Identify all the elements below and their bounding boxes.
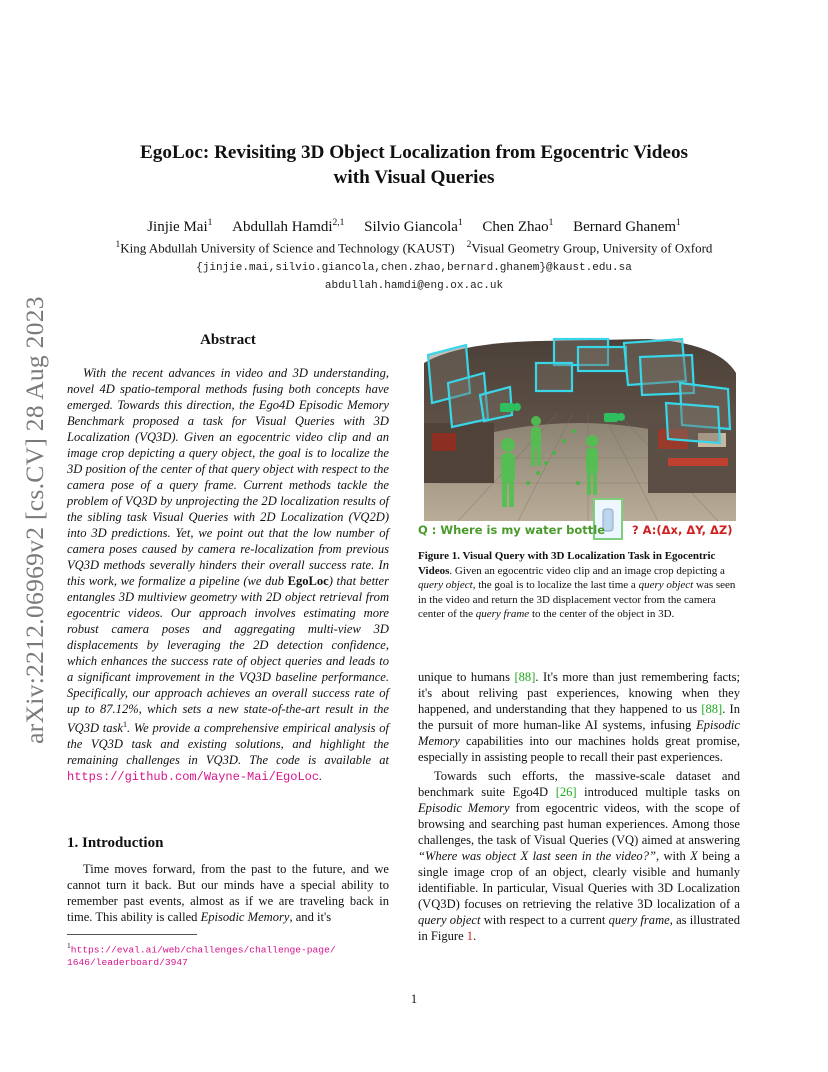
code-link[interactable]: https://github.com/Wayne-Mai/EgoLoc [67, 770, 320, 785]
paragraph: Towards such efforts, the massive-scale dataset and benchmark suite Ego4D [26] introduced multiple tasks on Episodic Memory from egocentric videos, with the scope of browsing and searching past human experiences. Among those challenges, the task of Visual Queries (VQ) aimed at answering “Where was object X last seen in the video?”, with X being a single image crop of an object, clearly visible and humanly identifiable. In particular, Visual Queries with 3D Localization (VQ3D) focuses on retrieving the relative 3D localization of a query object with respect to a current query frame, as illustrated in Figure 1. [418, 769, 741, 943]
answer-label: ? A:(Δx, ΔY, ΔZ) [632, 523, 733, 537]
page-number: 1 [410, 992, 418, 1006]
method-name: EgoLoc [287, 574, 329, 588]
intro-heading: 1. Introduction [67, 835, 164, 851]
author: Jinjie Mai$^1$ [147, 218, 213, 235]
paper-title [60, 140, 768, 190]
arxiv-stamp [10, 280, 60, 760]
author: Silvio Giancola$^1$ [364, 218, 463, 235]
abstract-body: With the recent advances in video and 3D understanding, novel 4D spatio-temporal methods fusing both concepts have emerged. Towards this direction, the Ego4D Episodic Memory Benchmark proposed a task for Visual Queries with 3D Localization (VQ3D). Given an egocentric video clip and an image crop depicting a query object, the goal is to localize the 3D position of the center of that query object with respect to the camera pose of a query frame. Current methods tackle the problem of VQ3D by unprojecting the 2D localization results of the sibling task Visual Queries with 2D Localization (VQ2D) into 3D predictions. Yet, we point out that the low number of camera poses caused by camera re-localization from previous VQ3D methods severally hinders their overall success rate. In this work, we formalize a pipeline (we dub EgoLoc) that better entangles 3D multiview geometry with 2D object retrieval from egocentric videos. Our approach involves estimating more robust camera poses and aggregating multi-view 3D displacements by leveraging the 2D detection confidence, which enhances the success rate of object queries and leads to a significant improvement in the VQ3D baseline performance. Specifically, our approach achieves an overall success rate of up to 87.12%, which sets a new state-of-the-art result in the VQ3D task$^1$. We provide a comprehensive empirical analysis of the VQ3D task and existing solutions, and highlight the remaining challenges in VQ3D. The code is available at https://github.com/Wayne-Mai/EgoLoc. [67, 366, 389, 785]
affiliation-oxford: Visual Geometry Group, University of Oxford [471, 240, 713, 256]
citation-link[interactable]: [88] [701, 702, 723, 716]
footnote-rule [67, 934, 197, 935]
author: Chen Zhao$^1$ [482, 218, 554, 235]
author-list [60, 218, 768, 236]
footnote-mark: 1 [123, 720, 127, 729]
citation-link[interactable]: [88] [514, 670, 536, 684]
figure-ref-link[interactable]: 1 [466, 929, 474, 943]
query-label: Q : Where is my water bottle [418, 523, 606, 537]
figure-caption: Figure 1. Visual Query with 3D Localization Task in Egocentric Videos. Given an egocentric video clip and an image crop depicting a query object, the goal is to localize the last time a query object was seen in the video and return the 3D displacement vector from the camera center of the query frame to the center of the object in 3D. [418, 550, 736, 621]
author: Bernard Ghanem$^1$ [573, 218, 681, 235]
teaser-figure [418, 333, 740, 545]
citation-link[interactable]: [26] [555, 785, 577, 799]
affiliation-kaust: King Abdullah University of Science and Technology (KAUST) [120, 240, 455, 256]
right-column-text [418, 669, 740, 947]
arxiv-stamp-text: arXiv:2212.06969v2 [cs.CV] 28 Aug 2023 [20, 296, 49, 744]
title-line-1: EgoLoc: Revisiting 3D Object Localization from Egocentric Videos [139, 142, 688, 163]
email-line-1: {jinjie.mai,silvio.giancola,chen.zhao,bernard.ghanem}@kaust.edu.sa [196, 262, 632, 274]
leaderboard-link[interactable]: https://eval.ai/web/challenges/challenge-page/ [70, 944, 336, 956]
teaser-figure-illustration [418, 333, 740, 545]
author: Abdullah Hamdi$^{2,1}$ [232, 218, 345, 235]
title-line-2: with Visual Queries [333, 167, 495, 188]
intro-paragraph: Time moves forward, from the past to the future, and we cannot turn it back. But our minds have a special ability to remember past events, almost as if we are traveling back in time. This ability is called Episodic Memory, and it's [67, 862, 389, 924]
email-line-2: abdullah.hamdi@eng.ox.ac.uk [324, 280, 504, 292]
paragraph: unique to humans [88]. It's more than just remembering facts; it's about reliving past experiences, knowing when they happened, and understanding that they happened to us [88]. In the pursuit of more human-like AI systems, infusing Episodic Memory capabilities into our machines holds great promise, especially in assisting people to recall their past experiences. [418, 670, 740, 764]
affiliations: $^1$King Abdullah University of Science and Technology (KAUST) $^2$Visual Geometry Group, University of Oxford [115, 240, 713, 256]
abstract-heading: Abstract [200, 332, 256, 348]
leaderboard-link-cont[interactable]: 1646/leaderboard/3947 [67, 957, 188, 969]
footnote: $^1$https://eval.ai/web/challenges/challenge-page/ 1646/leaderboard/3947 [67, 941, 336, 969]
